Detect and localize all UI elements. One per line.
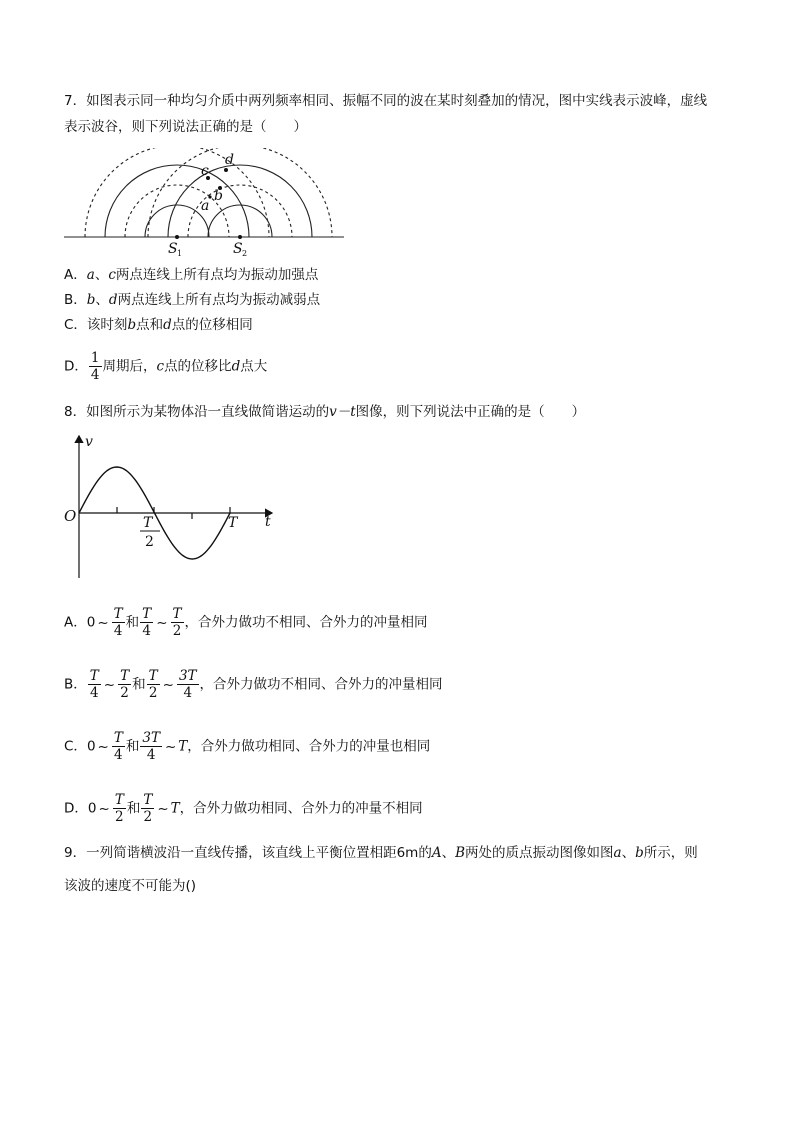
var-c: c (156, 358, 165, 375)
fraction: $\frac{T}{4}$ (89, 668, 99, 701)
option-prefix: B． (64, 676, 87, 693)
label-t-half-den: 2 (145, 534, 154, 550)
label-a: a (201, 198, 210, 214)
label-c: c (201, 163, 209, 179)
stem-text: 、 (621, 845, 636, 861)
var-b: b (86, 292, 96, 308)
q8-stem (64, 403, 585, 421)
option-prefix: C． (64, 738, 87, 755)
fraction: $\frac{T}{2}$ (148, 668, 158, 701)
and-text: 和 (125, 738, 140, 755)
label-s2-sub: 2 (242, 249, 248, 258)
fraction: $\frac{T}{2}$ (114, 792, 124, 825)
distance-value: 6m (396, 845, 419, 861)
q7-option-a[interactable] (64, 266, 318, 284)
s2-trough-2 (148, 148, 332, 237)
option-text: 周期后， (102, 358, 157, 375)
label-s1-sub: 1 (177, 249, 183, 258)
label-b: b (214, 188, 223, 204)
label-v: v (85, 434, 93, 450)
period-t: T (178, 738, 188, 755)
var-d: d (231, 358, 241, 375)
label-t-full: T (228, 515, 238, 531)
fraction: $\frac{T}{4}$ (113, 730, 123, 763)
graph-a: a (613, 845, 622, 861)
zero: 0 (86, 614, 96, 631)
fraction: $\frac{T}{2}$ (172, 606, 182, 639)
q8-vt-graph (60, 430, 290, 582)
stem-variable: v－t (329, 404, 356, 420)
option-prefix: A． (64, 267, 87, 283)
option-prefix: A． (64, 614, 87, 631)
zero: 0 (87, 800, 97, 817)
fraction: $\frac{3T}{4}$ (142, 730, 160, 763)
q8-option-b[interactable]: B． $\frac{T}{4}$ ~ $\frac{T}{2}$ 和 $\frac{T}{2}$ ~ $\frac{3T}{4}$ ，合外力做功不相同、合外力的冲量相同 (64, 668, 443, 701)
point-a: A (431, 845, 442, 861)
q7-stem-line1: 7．如图表示同一种均匀介质中两列频率相同、振幅不同的波在某时刻叠加的情况，图中实线表示波峰，虚线 (64, 93, 708, 109)
s1-trough-2 (85, 148, 269, 237)
label-origin: O (64, 507, 77, 525)
q9-stem-line2: 该波的速度不可能为() (64, 878, 197, 894)
fraction: $\frac{1}{4}$ (90, 350, 100, 383)
stem-text: 两处的质点振动图像如图 (465, 845, 614, 861)
stem-text: 所示，则 (643, 845, 698, 861)
and-text: 和 (132, 676, 146, 693)
stem-text: 图像，则下列说法中正确的是（ ） (355, 404, 586, 420)
var-c: c (108, 267, 116, 283)
stem-text: 、 (441, 845, 456, 861)
fraction: $\frac{T}{4}$ (113, 606, 123, 639)
option-text: 点的位移比 (164, 358, 232, 375)
label-d: d (225, 152, 234, 168)
var-a: a (86, 267, 95, 283)
var-d: d (163, 317, 172, 333)
option-prefix: B． (64, 292, 87, 308)
option-text: 点大 (240, 358, 268, 375)
var-d: d (108, 292, 118, 308)
s1-point (175, 235, 179, 239)
fraction: $\frac{T}{2}$ (143, 792, 153, 825)
option-text: ，合外力做功不相同、合外力的冲量相同 (199, 676, 443, 693)
option-prefix: D． (64, 358, 88, 375)
option-prefix: D． (64, 800, 88, 817)
zero: 0 (86, 738, 96, 755)
q8-option-c[interactable]: C．0 ~ $\frac{T}{4}$ 和 $\frac{3T}{4}$ ~ T，合外力做功相同、合外力的冲量也相同 (64, 730, 431, 763)
stem-text: 9．一列简谐横波沿一直线传播，该直线上平衡位置相距 (64, 845, 397, 861)
q7-option-d[interactable] (64, 350, 267, 383)
q7-option-c[interactable] (64, 316, 253, 334)
s2-crest-1 (208, 205, 272, 237)
q7-stem-line2: 表示波谷，则下列说法正确的是（ ） (64, 119, 307, 135)
label-s2: S (233, 241, 243, 257)
point-d (224, 168, 228, 172)
option-text: 点的位移相同 (171, 317, 253, 333)
period-t: T (170, 800, 180, 817)
var-b: b (127, 317, 137, 333)
option-text: ，合外力做功相同、合外力的冲量也相同 (187, 738, 431, 755)
option-text: ，合外力做功不相同、合外力的冲量相同 (184, 614, 428, 631)
option-text: 两点连线上所有点均为振动加强点 (115, 267, 319, 283)
option-text: ，合外力做功相同、合外力的冲量不相同 (179, 800, 423, 817)
stem-text: 的 (418, 845, 432, 861)
fraction: $\frac{T}{2}$ (120, 668, 130, 701)
option-text: 点和 (136, 317, 164, 333)
and-text: 和 (126, 800, 141, 817)
graph-b: b (635, 845, 644, 861)
q7-wave-interference-figure (60, 148, 350, 260)
label-t: t (265, 514, 271, 530)
q7-option-b[interactable] (64, 291, 320, 309)
separator: 、 (95, 292, 109, 308)
s1-crest-1 (145, 205, 209, 237)
fraction: $\frac{T}{4}$ (142, 606, 152, 639)
label-t-half-num: T (143, 515, 153, 531)
fraction: $\frac{3T}{4}$ (178, 668, 197, 701)
s2-point (238, 235, 242, 239)
q9-stem-line1 (64, 844, 698, 862)
q8-option-a[interactable]: A．0 ~ $\frac{T}{4}$ 和 $\frac{T}{4}$ ~ $\frac{T}{2}$ ，合外力做功不相同、合外力的冲量相同 (64, 606, 428, 639)
option-prefix: C．该时刻 (64, 317, 128, 333)
point-b: B (455, 845, 466, 861)
and-text: 和 (125, 614, 140, 631)
option-text: 两点连线上所有点均为振动减弱点 (117, 292, 321, 308)
stem-text: 8．如图所示为某物体沿一直线做简谐运动的 (64, 404, 330, 420)
separator: 、 (94, 267, 109, 283)
label-s1: S (168, 241, 178, 257)
q8-option-d[interactable]: D．0 ~ $\frac{T}{2}$ 和 $\frac{T}{2}$ ~ T，合外力做功相同、合外力的冲量不相同 (64, 792, 423, 825)
